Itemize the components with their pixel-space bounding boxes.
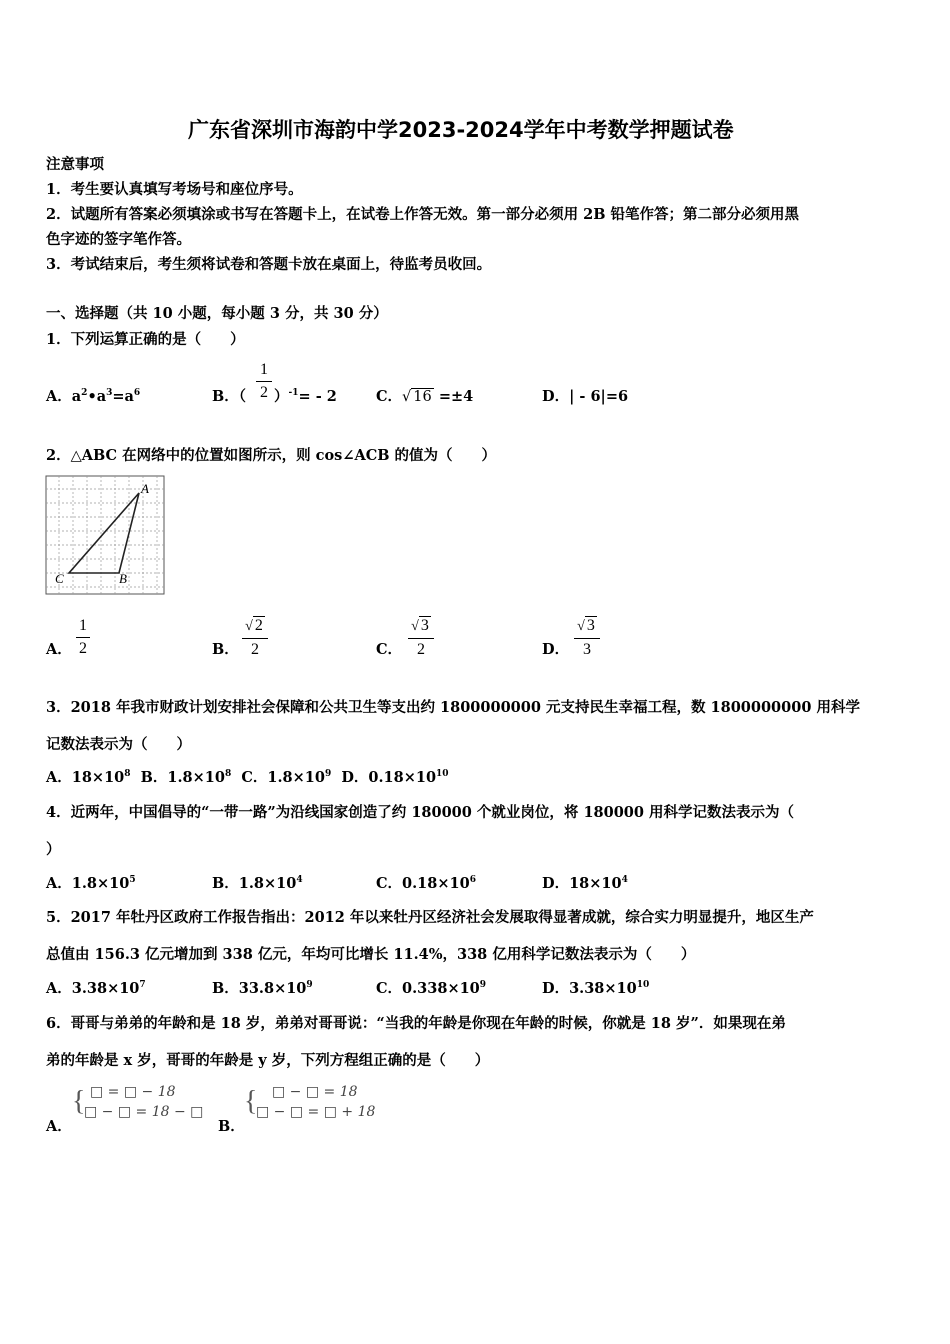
q2-stem: 2．△ABC 在网络中的位置如图所示，则 cos∠ACB 的值为（ ） [46,447,497,464]
q6-b-eq2: □ − □ = □ + 18 [256,1104,376,1120]
q1-option-d[interactable] [542,385,628,406]
q4-option-d[interactable]: D．$18\times 10^4$ [542,875,628,892]
q2-option-d[interactable]: D． [542,641,570,658]
q6-a-eq2: □ − □ = 18 − □ [84,1104,204,1120]
exp: 2 [81,388,88,399]
vertex-c: C [55,571,64,586]
vertex-b: B [119,571,127,586]
q4-stem: 4．近两年，中国倡导的“一带一路”为沿线国家创造了约 180000 个就业岗位，将 180000 用科学记数法表示为（ [46,804,795,821]
q5-stem: 5．2017 年牡丹区政府工作报告指出：2012 年以来牡丹区经济社会发展取得显著成就，综合实力明显提升，地区生产 [46,909,814,926]
q5-option-b[interactable]: B．$33.8\times 10^9$ [212,980,313,997]
q6-a-eq1: □ = □ − 18 [90,1084,176,1100]
q6-b-eq1: □ − □ = 18 [272,1084,358,1100]
q3-option-b[interactable]: B．$1.8\times 10^8$ [140,769,232,786]
section-heading: 一、选择题（共 10 小题，每小题 3 分，共 30 分） [46,305,388,322]
q3-options [46,766,449,787]
notice-heading: 注意事项 [46,156,104,173]
numerator: 1 [260,361,268,378]
q3-stem-cont: 记数法表示为（ ） [46,736,191,753]
numerator: 3 [586,617,595,634]
rest: =a [112,388,134,405]
notice-item: 1．考生要认真填写考场号和座位序号。 [46,181,303,198]
denominator: 2 [79,640,87,657]
q1-b-rest [274,385,337,406]
q6-option-b[interactable]: B． [218,1118,245,1135]
option-label: D． [542,388,570,405]
rest: =±4 [438,388,474,405]
vertex-a: A [141,481,149,496]
q6-option-a[interactable]: A． [46,1118,72,1135]
numerator: 2 [254,617,263,634]
q4-option-a[interactable]: A．$1.8\times 10^5$ [46,875,136,892]
exp: 3 [106,388,113,399]
q3-option-d[interactable]: D．$0.18\times 10^{10}$ [341,769,449,786]
q2-c-fraction: √ 3 2 [408,616,434,660]
q2-grid-figure [45,475,165,595]
paren-open: （ [238,388,247,405]
q3-stem: 3．2018 年我市财政计划安排社会保障和公共卫生等支出约 1800000000 元支持民生幸福工程，数 1800000000 用科学 [46,699,860,716]
q1-option-c[interactable]: C．√ 16 =±4 [376,388,474,405]
q4-option-b[interactable]: B．$1.8\times 10^4$ [212,875,303,892]
q5-stem-cont: 总值由 156.3 亿元增加到 338 亿元，年均可比增长 11.4%，338 亿用科学记数法表示为（ ） [46,946,696,963]
q2-option-a[interactable]: A． [46,641,72,658]
q6-a-brace: { [72,1086,86,1117]
notice-item: 3．考试结束后，考生须将试卷和答题卡放在桌面上，待监考员收回。 [46,256,492,273]
q2-b-fraction: √ 2 2 [242,616,268,660]
numerator: 3 [420,617,429,634]
rest: = - 2 [298,388,337,405]
q6-b-brace: { [244,1086,258,1117]
q1-b-fraction [256,360,272,403]
denominator: 2 [260,384,268,401]
q5-option-c[interactable]: C．$0.338\times 10^9$ [376,980,487,997]
q5-option-d[interactable]: D．$3.38\times 10^{10}$ [542,980,650,997]
denominator: 2 [251,641,259,658]
option-label: B． [212,388,239,405]
q3-option-c[interactable]: C．$1.8\times 10^9$ [241,769,332,786]
paren-close: ） [274,388,289,405]
numerator: 1 [79,617,87,634]
option-label: C． [376,388,403,405]
q2-a-fraction [76,616,90,659]
q1-option-b[interactable] [212,385,246,406]
denominator: 3 [583,641,591,658]
notice-item: 色字迹的签字笔作答。 [46,231,191,248]
q4-option-c[interactable]: C．$0.18\times 10^6$ [376,875,476,892]
q1-stem: 1．下列运算正确的是（ ） [46,331,245,348]
exp: -1 [288,388,299,399]
denominator: 2 [417,641,425,658]
q1-option-a[interactable] [46,385,140,406]
page-title: 广东省深圳市海韵中学2023-2024学年中考数学押题试卷 [188,118,734,142]
notice-item: 2．试题所有答案必须填涂或书写在答题卡上，在试卷上作答无效。第一部分必须用 2B 铅笔作答；第二部分必须用黑 [46,206,800,223]
q6-stem-cont: 弟的年龄是 x 岁，哥哥的年龄是 y 岁，下列方程组正确的是（ ） [46,1052,490,1069]
option-label: A． [46,388,72,405]
base: a [71,388,82,405]
q2-option-b[interactable]: B． [212,641,239,658]
radicand: 16 [413,389,432,405]
mid: •a [87,388,107,405]
option-text: | - 6|=6 [569,388,629,405]
q4-stem-cont: ） [46,841,61,858]
exp: 6 [133,388,141,399]
q6-stem: 6．哥哥与弟弟的年龄和是 18 岁，弟弟对哥哥说：“当我的年龄是你现在年龄的时候，你就是 18 岁”．如果现在弟 [46,1015,786,1032]
q3-option-a[interactable]: A．$18\times 10^8$ [46,769,131,786]
q2-option-c[interactable]: C． [376,641,403,658]
q5-option-a[interactable]: A．$3.38\times 10^7$ [46,980,146,997]
q2-d-fraction: √ 3 3 [574,616,600,660]
